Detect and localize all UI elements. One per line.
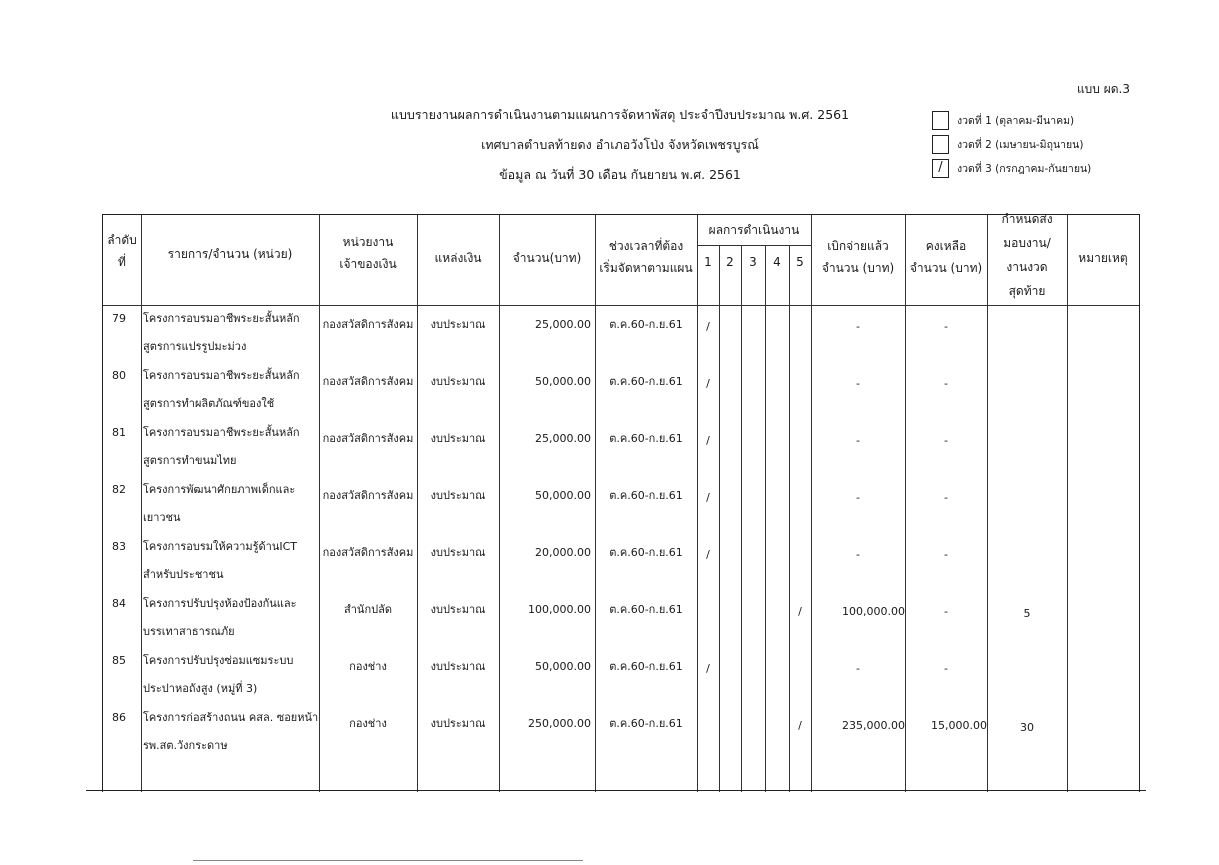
row-remain: - bbox=[944, 605, 948, 618]
header-amount: จำนวน(บาท) bbox=[512, 251, 582, 265]
row-step-mark: / bbox=[706, 548, 710, 561]
row-amount: 50,000.00 bbox=[535, 489, 591, 502]
row-period: ต.ค.60-ก.ย.61 bbox=[609, 660, 683, 673]
header-note: หมายเหตุ bbox=[1078, 251, 1128, 265]
row-amount: 25,000.00 bbox=[535, 318, 591, 331]
row-disbursed: - bbox=[856, 491, 860, 504]
row-remain: 15,000.00 bbox=[931, 719, 987, 732]
row-period: ต.ค.60-ก.ย.61 bbox=[609, 717, 683, 730]
row-item-line1: โครงการอบรมให้ความรู้ด้านICT bbox=[143, 540, 298, 553]
row-amount: 25,000.00 bbox=[535, 432, 591, 445]
period-2-checkbox[interactable] bbox=[932, 135, 949, 154]
row-remain: - bbox=[944, 377, 948, 390]
row-item-line1: โครงการพัฒนาศักยภาพเด็กและ bbox=[143, 483, 296, 496]
row-period: ต.ค.60-ก.ย.61 bbox=[609, 318, 683, 331]
procurement-table bbox=[102, 214, 1140, 792]
period-1-label: งวดที่ 1 (ตุลาคม-มีนาคม) bbox=[957, 114, 1075, 127]
row-amount: 250,000.00 bbox=[528, 717, 591, 730]
data-date-title: ข้อมูล ณ วันที่ 30 เดือน กันยายน พ.ศ. 2561 bbox=[499, 167, 741, 182]
row-item-line1: โครงการปรับปรุงซ่อมแซมระบบ bbox=[143, 654, 294, 667]
row-disbursed: - bbox=[856, 662, 860, 675]
row-item-line2: ประปาหอถังสูง (หมู่ที่ 3) bbox=[143, 682, 258, 695]
header-source: แหล่งเงิน bbox=[434, 251, 482, 265]
row-remain: - bbox=[944, 662, 948, 675]
row-source: งบประมาณ bbox=[430, 603, 486, 616]
row-remain: - bbox=[944, 320, 948, 333]
row-remain: - bbox=[944, 434, 948, 447]
row-source: งบประมาณ bbox=[430, 375, 486, 388]
organization-title: เทศบาลตำบลท้ายดง อำเภอวังโป่ง จังหวัดเพชรบูรณ์ bbox=[481, 137, 759, 152]
row-disbursed: 235,000.00 bbox=[842, 719, 905, 732]
scan-mark bbox=[193, 860, 583, 861]
header-period: ช่วงเวลาที่ต้อง เริ่มจัดหาตามแผน bbox=[599, 239, 693, 275]
header-step-1: 1 bbox=[704, 255, 712, 269]
row-disbursed: 100,000.00 bbox=[842, 605, 905, 618]
row-owner: กองสวัสดิการสังคม bbox=[322, 375, 414, 388]
row-deliver: 30 bbox=[1020, 721, 1034, 734]
row-period: ต.ค.60-ก.ย.61 bbox=[609, 432, 683, 445]
period-2 bbox=[932, 132, 1192, 156]
row-owner: กองช่าง bbox=[349, 717, 387, 730]
row-no: 86 bbox=[112, 711, 126, 724]
header-result: ผลการดำเนินงาน bbox=[708, 223, 800, 237]
row-owner: กองช่าง bbox=[349, 660, 387, 673]
row-item-line2: รพ.สต.วังกระดาษ bbox=[143, 739, 228, 752]
header-disbursed: เบิกจ่ายแล้ว จำนวน (บาท) bbox=[821, 239, 895, 275]
row-no: 82 bbox=[112, 483, 126, 496]
period-2-label: งวดที่ 2 (เมษายน-มิถุนายน) bbox=[957, 138, 1084, 151]
row-period: ต.ค.60-ก.ย.61 bbox=[609, 546, 683, 559]
row-source: งบประมาณ bbox=[430, 660, 486, 673]
row-item-line1: โครงการอบรมอาชีพระยะสั้นหลัก bbox=[143, 369, 300, 382]
row-step-mark: / bbox=[706, 662, 710, 675]
report-title: แบบรายงานผลการดำเนินงานตามแผนการจัดหาพัสดุ ประจำปีงบประมาณ พ.ศ. 2561 bbox=[390, 107, 850, 122]
row-remain: - bbox=[944, 548, 948, 561]
row-owner: สำนักปลัด bbox=[344, 603, 392, 616]
period-3-label: งวดที่ 3 (กรกฎาคม-กันยายน) bbox=[957, 162, 1092, 175]
row-item-line1: โครงการอบรมอาชีพระยะสั้นหลัก bbox=[143, 312, 300, 325]
row-step-mark: / bbox=[706, 377, 710, 390]
row-disbursed: - bbox=[856, 548, 860, 561]
row-owner: กองสวัสดิการสังคม bbox=[322, 432, 414, 445]
header-owner: หน่วยงาน เจ้าของเงิน bbox=[339, 235, 397, 271]
row-deliver: 5 bbox=[1023, 607, 1031, 620]
row-no: 83 bbox=[112, 540, 126, 553]
period-3 bbox=[932, 156, 1192, 180]
row-disbursed: - bbox=[856, 320, 860, 333]
row-item-line1: โครงการปรับปรุงห้องป้องกันและ bbox=[143, 597, 297, 610]
row-period: ต.ค.60-ก.ย.61 bbox=[609, 603, 683, 616]
period-3-checkbox[interactable]: / bbox=[932, 159, 949, 178]
row-source: งบประมาณ bbox=[430, 432, 486, 445]
row-step-mark: / bbox=[706, 491, 710, 504]
row-no: 79 bbox=[112, 312, 126, 325]
row-step-mark: / bbox=[706, 320, 710, 333]
row-disbursed: - bbox=[856, 377, 860, 390]
row-source: งบประมาณ bbox=[430, 546, 486, 559]
period-1-checkbox[interactable] bbox=[932, 111, 949, 130]
row-item-line2: บรรเทาสาธารณภัย bbox=[143, 625, 235, 638]
row-item-line2: สูตรการแปรรูปมะม่วง bbox=[143, 340, 247, 353]
row-amount: 50,000.00 bbox=[535, 375, 591, 388]
row-owner: กองสวัสดิการสังคม bbox=[322, 489, 414, 502]
row-no: 85 bbox=[112, 654, 126, 667]
row-no: 80 bbox=[112, 369, 126, 382]
form-code: แบบ ผด.3 bbox=[1076, 82, 1130, 96]
row-step-mark: / bbox=[706, 434, 710, 447]
row-item-line2: สูตรการทำขนมไทย bbox=[143, 454, 237, 467]
report-titles bbox=[330, 103, 910, 193]
row-source: งบประมาณ bbox=[430, 318, 486, 331]
row-period: ต.ค.60-ก.ย.61 bbox=[609, 375, 683, 388]
row-step-mark: / bbox=[798, 605, 802, 618]
period-checkboxes bbox=[932, 108, 1192, 180]
row-owner: กองสวัสดิการสังคม bbox=[322, 546, 414, 559]
row-no: 81 bbox=[112, 426, 126, 439]
header-step-2: 2 bbox=[726, 255, 734, 269]
header-step-4: 4 bbox=[773, 255, 781, 269]
row-amount: 20,000.00 bbox=[535, 546, 591, 559]
row-remain: - bbox=[944, 491, 948, 504]
row-owner: กองสวัสดิการสังคม bbox=[322, 318, 414, 331]
header-step-5: 5 bbox=[796, 255, 804, 269]
row-item-line2: สูตรการทำผลิตภัณฑ์ของใช้ bbox=[143, 397, 275, 410]
row-source: งบประมาณ bbox=[430, 717, 486, 730]
period-1 bbox=[932, 108, 1192, 132]
row-amount: 100,000.00 bbox=[528, 603, 591, 616]
row-source: งบประมาณ bbox=[430, 489, 486, 502]
table-bottom-line bbox=[86, 790, 1146, 791]
row-disbursed: - bbox=[856, 434, 860, 447]
row-step-mark: / bbox=[798, 719, 802, 732]
header-no: ลำดับ ที่ bbox=[107, 233, 137, 269]
row-item-line2: สำหรับประชาชน bbox=[143, 568, 224, 581]
header-step-3: 3 bbox=[749, 255, 757, 269]
row-period: ต.ค.60-ก.ย.61 bbox=[609, 489, 683, 502]
row-item-line1: โครงการก่อสร้างถนน คสล. ซอยหน้า bbox=[143, 711, 319, 724]
header-remain: คงเหลือ จำนวน (บาท) bbox=[909, 239, 983, 275]
row-item-line2: เยาวชน bbox=[143, 511, 181, 524]
header-item: รายการ/จำนวน (หน่วย) bbox=[167, 247, 293, 261]
row-no: 84 bbox=[112, 597, 126, 610]
row-item-line1: โครงการอบรมอาชีพระยะสั้นหลัก bbox=[143, 426, 300, 439]
row-amount: 50,000.00 bbox=[535, 660, 591, 673]
header-deliver: กำหนดส่ง มอบงาน/ งานงวด สุดท้าย bbox=[1001, 212, 1053, 298]
